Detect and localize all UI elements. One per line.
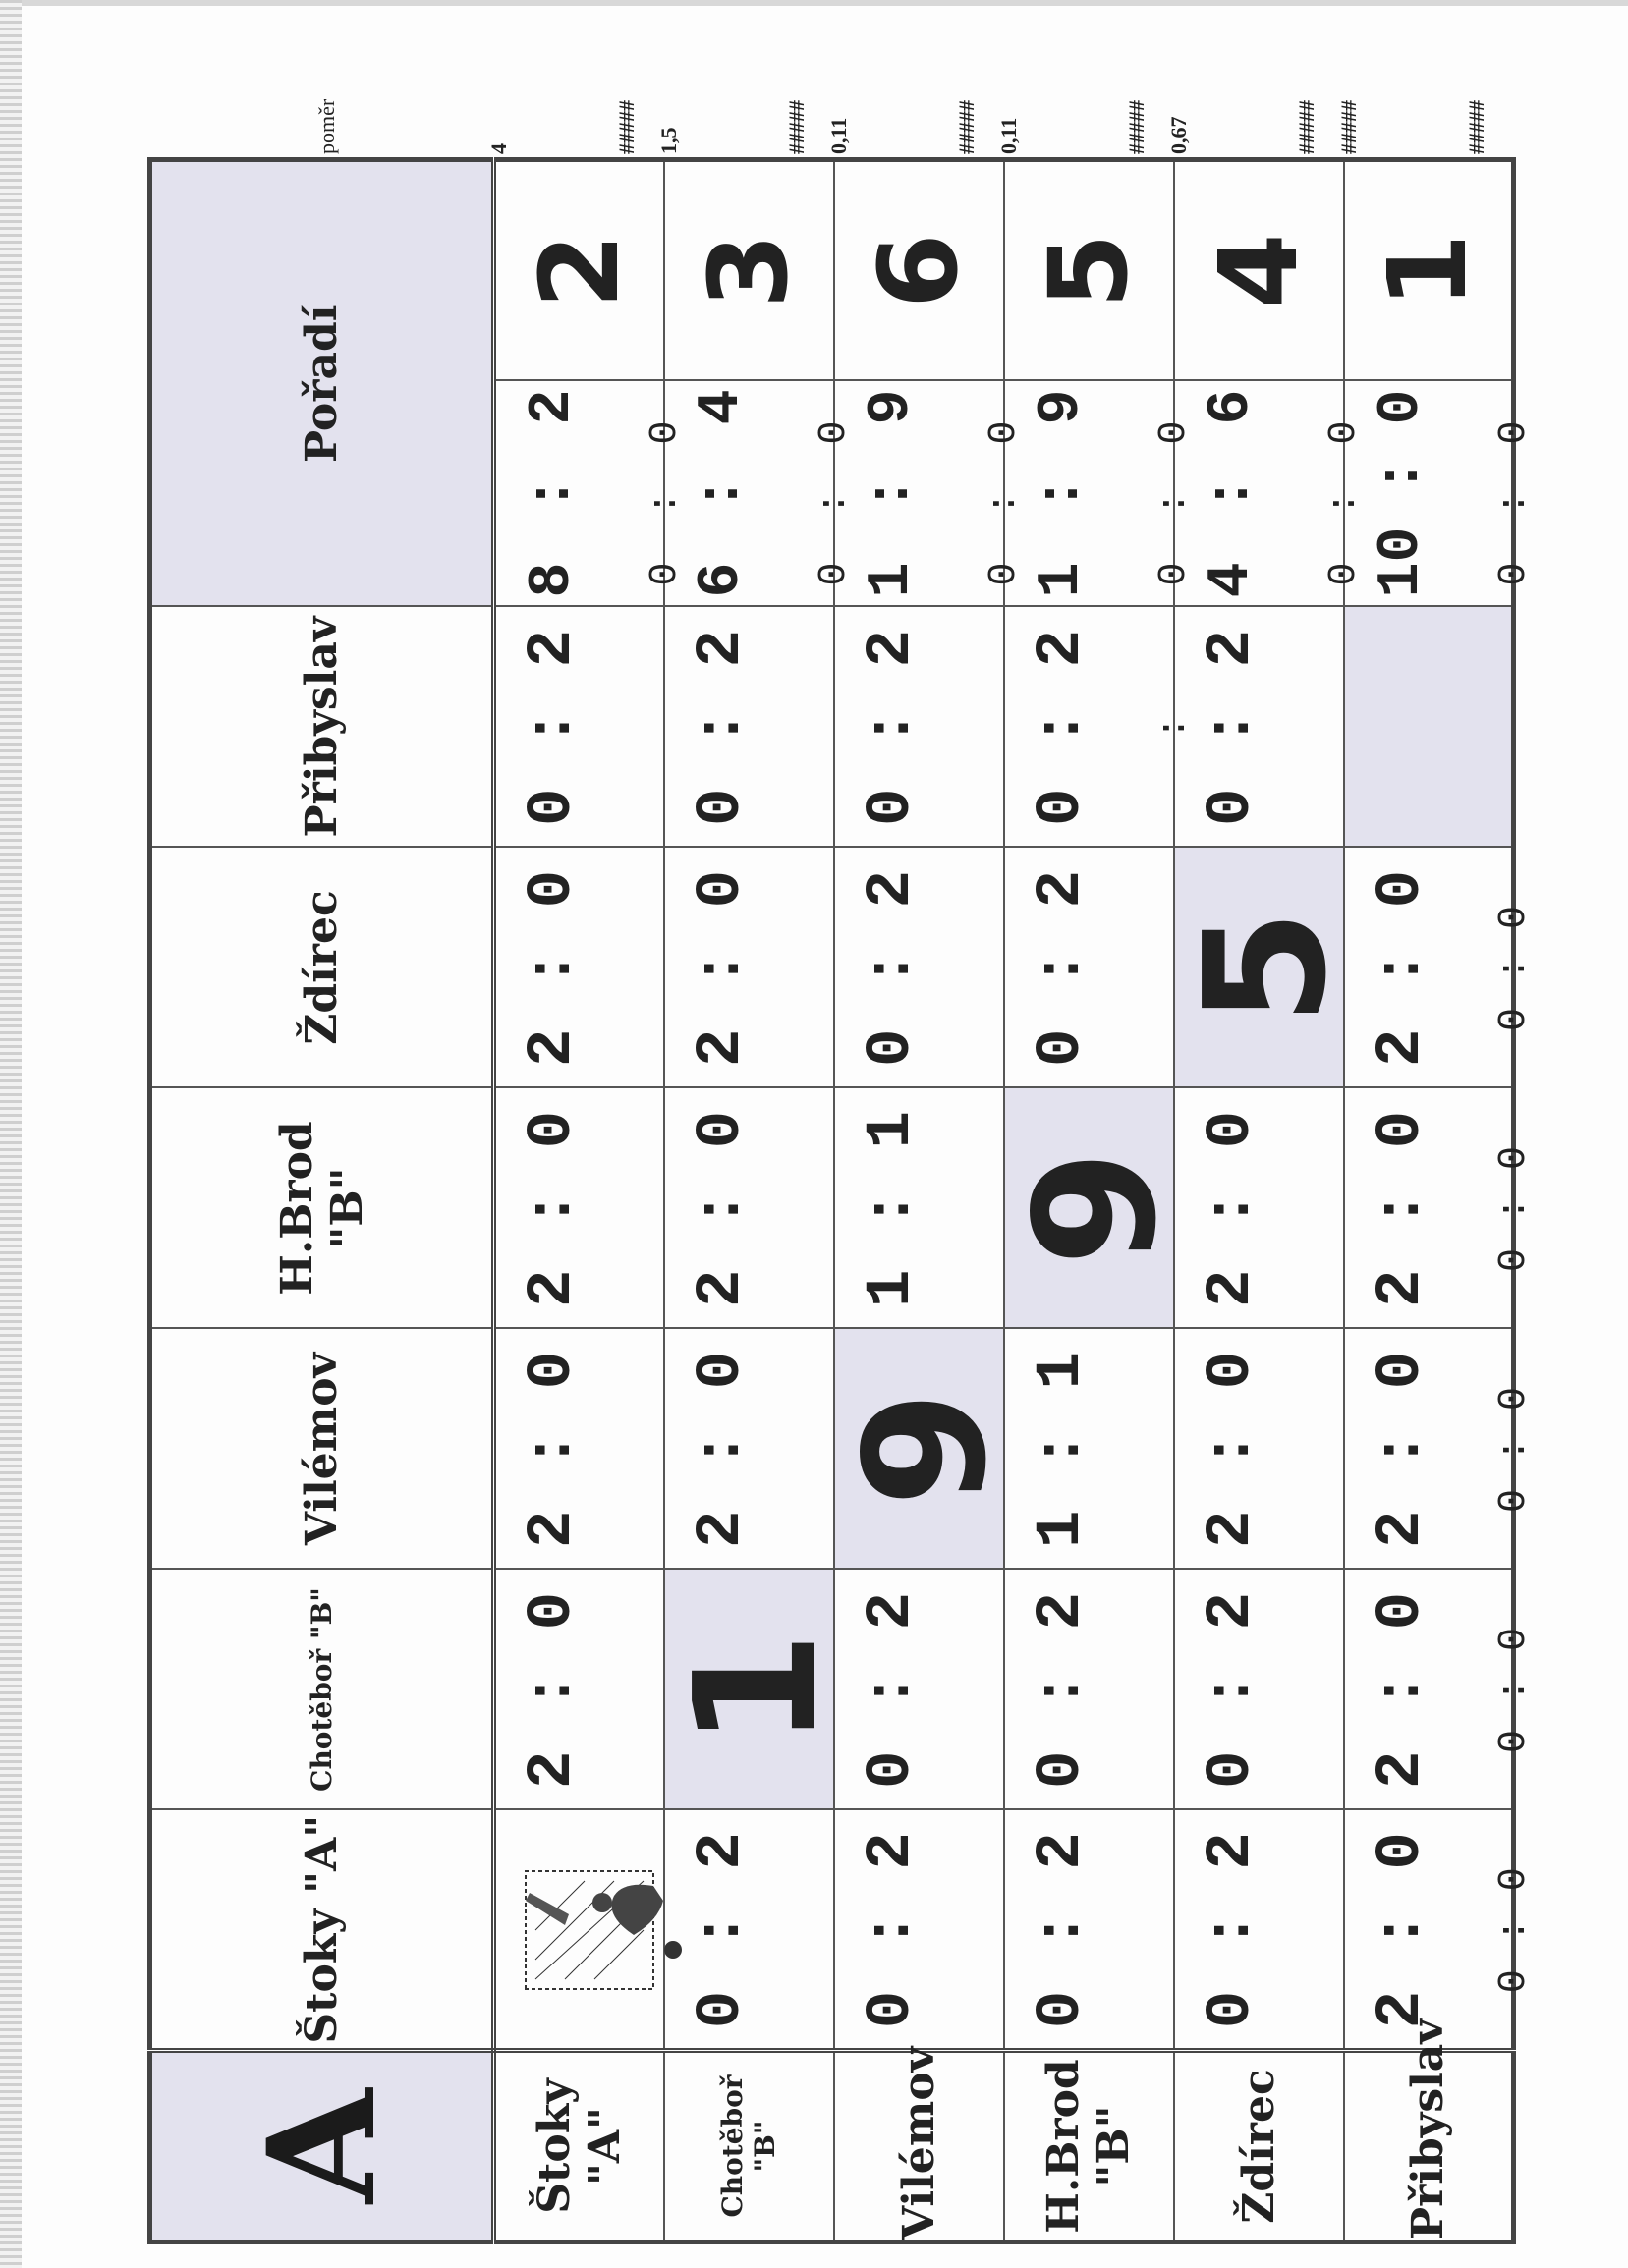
result-cell	[1344, 1810, 1537, 2051]
points-for: 8	[520, 562, 587, 598]
table-row	[1344, 160, 1514, 2242]
self-cell-number: 9	[828, 1390, 1024, 1508]
sets-record	[1492, 421, 1537, 586]
points-against: 6	[1198, 389, 1265, 425]
match-score: 0 : 2	[1196, 1589, 1267, 1790]
match-score: 2 : 0	[518, 1349, 589, 1549]
match-score: 0 : 2	[1026, 627, 1097, 827]
result-cell	[494, 1329, 664, 1570]
sets-for: 0	[982, 562, 1027, 586]
sets-against: 0	[1151, 420, 1197, 445]
result-cell	[1344, 848, 1537, 1088]
rank-cell: 5	[1004, 160, 1174, 381]
table-row	[1174, 160, 1344, 2242]
points-for: 1	[858, 562, 926, 598]
sets-for: 0	[1491, 562, 1537, 586]
result-cell	[834, 607, 1004, 848]
match-score: 0 : 2	[686, 627, 758, 827]
points-separator: :	[858, 475, 926, 512]
self-cell	[828, 1329, 1024, 1570]
result-cell	[664, 1088, 834, 1329]
match-score: 2 : 0	[1366, 1830, 1437, 2029]
sets-against: 0	[812, 420, 857, 445]
result-cell	[1004, 1810, 1174, 2051]
table-row	[664, 160, 834, 2242]
record-cell	[1004, 381, 1197, 607]
match-score: 2 : 0	[518, 867, 589, 1068]
result-cell	[664, 1810, 834, 2051]
rank-cell: 1	[1344, 160, 1514, 381]
set-score: 0 : 0	[1491, 1865, 1537, 1994]
column-header-team: H.Brod "B"	[150, 1088, 494, 1329]
result-cell	[1004, 848, 1174, 1088]
ratio-value: 1,5	[656, 127, 681, 154]
sets-against: 0	[1321, 420, 1367, 445]
set-score: 0 : 0	[1491, 1384, 1537, 1514]
result-cell	[834, 1810, 1004, 2051]
match-score: 0 : 2	[1026, 1589, 1097, 1790]
row-header-team: Přibyslav	[1344, 2051, 1514, 2242]
points-for: 4	[1198, 562, 1265, 598]
table-row	[494, 160, 664, 2242]
result-cell	[834, 1570, 1004, 1810]
result-cell	[664, 607, 834, 848]
sets-separator: :	[1321, 491, 1367, 516]
row-header-team: Štoky "A"	[494, 2051, 664, 2242]
sets-separator: :	[982, 491, 1027, 516]
sets-for: 0	[1151, 562, 1197, 586]
self-cell	[1168, 848, 1364, 1088]
points-record	[1199, 390, 1265, 598]
result-cell	[1004, 1570, 1174, 1810]
points-against: 0	[1368, 389, 1435, 425]
sets-against: 0	[644, 420, 688, 445]
result-cell	[834, 1088, 1004, 1329]
match-score: 0 : 2	[686, 1830, 758, 2029]
points-separator: :	[1368, 458, 1435, 494]
ratio-header: poměr	[314, 98, 339, 154]
sets-against: 0	[1491, 420, 1537, 445]
points-against: 4	[688, 389, 756, 425]
rank-cell: 2	[494, 160, 664, 381]
table-row	[1004, 160, 1174, 2242]
ratio-error: #####	[1124, 100, 1149, 154]
match-score: 2 : 0	[518, 1108, 589, 1308]
rank-cell: 6	[834, 160, 1004, 381]
ratio-column	[147, 0, 1513, 154]
rank-cell: 4	[1174, 160, 1344, 381]
ratio-error: #####	[1294, 100, 1319, 154]
points-for: 1	[1028, 562, 1095, 598]
match-score: 0 : 2	[1026, 867, 1097, 1068]
match-score: 1 : 1	[1026, 1349, 1097, 1549]
column-header-team: Vilémov	[150, 1329, 494, 1570]
self-cell-number: 1	[658, 1631, 854, 1748]
binder-edge	[0, 0, 22, 2268]
result-cell	[1344, 1329, 1537, 1570]
sets-for: 0	[812, 562, 857, 586]
result-cell	[664, 1329, 834, 1570]
ratio-error: #####	[1464, 100, 1488, 154]
rank-cell: 3	[664, 160, 834, 381]
points-separator: :	[1198, 475, 1265, 512]
match-score: 2 : 0	[1366, 1108, 1437, 1308]
match-score: 2 : 0	[1366, 867, 1437, 1068]
standings-sheet	[147, 98, 1537, 2244]
match-score: 2 : 0	[1196, 1108, 1267, 1308]
row-header-team: Vilémov	[834, 2051, 1004, 2242]
match-score: 2 : 0	[686, 1108, 758, 1308]
column-header-team: Ždírec	[150, 848, 494, 1088]
column-header-team: Chotěboř "B"	[150, 1570, 494, 1810]
result-cell	[1004, 1329, 1174, 1570]
ratio-value: 0,11	[826, 117, 851, 154]
set-score: 0 : 0	[1491, 1625, 1537, 1754]
self-cell	[658, 1570, 854, 1810]
match-score: 2 : 0	[1196, 1349, 1267, 1549]
points-separator: :	[1028, 475, 1095, 512]
result-cell	[664, 848, 834, 1088]
column-header-team: Štoky "A"	[150, 1810, 494, 2051]
match-score: 2 : 0	[518, 1589, 589, 1790]
result-cell	[834, 848, 1004, 1088]
record-cell	[664, 381, 857, 607]
sets-for: 0	[644, 562, 688, 586]
ratio-error: #####	[614, 100, 639, 154]
sets-separator: :	[1491, 491, 1537, 516]
match-score: 0 : 2	[1026, 1830, 1097, 2029]
match-score: 0 : 2	[1196, 1830, 1267, 2029]
ratio-error: #####	[954, 100, 979, 154]
points-for: 10	[1368, 526, 1435, 598]
match-score: 0 : 2	[518, 627, 589, 827]
sets-separator: :	[1151, 491, 1197, 516]
points-record	[689, 390, 756, 598]
match-score: 2 : 0	[686, 867, 758, 1068]
match-score: 0 : 2	[856, 1830, 927, 2029]
group-letter: A	[150, 2051, 494, 2242]
ratio-error: #####	[784, 100, 809, 154]
self-cell	[1344, 607, 1514, 848]
result-cell	[1174, 1570, 1344, 1810]
self-cell-number: 5	[1168, 909, 1364, 1026]
match-score: 2 : 0	[1366, 1349, 1437, 1549]
points-against: 9	[858, 389, 926, 425]
record-cell	[1174, 381, 1367, 607]
ratio-value: 4	[486, 143, 511, 154]
result-cell	[494, 848, 664, 1088]
ratio-value: #####	[1336, 100, 1361, 154]
sets-against: 0	[982, 420, 1027, 445]
sets-separator: :	[812, 491, 857, 516]
sets-separator: :	[644, 491, 688, 516]
result-cell	[1174, 1088, 1344, 1329]
set-score: 0 : 0	[1491, 903, 1537, 1032]
result-cell	[1174, 1329, 1344, 1570]
record-cell	[834, 381, 1027, 607]
self-cell-number: 9	[998, 1149, 1194, 1267]
match-score: 0 : 2	[856, 867, 927, 1068]
points-against: 2	[520, 389, 587, 425]
result-cell	[1004, 607, 1197, 848]
ratio-value: 0,11	[996, 117, 1021, 154]
points-separator: :	[520, 475, 587, 512]
record-cell	[494, 381, 688, 607]
points-for: 6	[688, 562, 756, 598]
row-header-team: Ždírec	[1174, 2051, 1344, 2242]
points-separator: :	[688, 475, 756, 512]
ratio-value: 0,67	[1166, 116, 1191, 154]
match-score: 2 : 0	[1366, 1589, 1437, 1790]
match-score: 0 : 2	[1196, 627, 1267, 827]
column-header-team: Přibyslav	[150, 607, 494, 848]
result-cell	[494, 1570, 664, 1810]
round-robin-table	[147, 157, 1537, 2244]
points-against: 9	[1028, 389, 1095, 425]
result-cell	[494, 1088, 664, 1329]
result-cell	[1344, 1088, 1537, 1329]
row-header-team: H.Brod "B"	[1004, 2051, 1174, 2242]
result-cell	[494, 607, 664, 848]
set-score: 0 : 0	[1491, 1143, 1537, 1273]
standings-header: Pořadí	[150, 160, 494, 607]
match-score: 0 : 2	[856, 627, 927, 827]
result-cell	[1174, 1810, 1344, 2051]
result-cell	[1174, 607, 1344, 848]
self-cell	[494, 1810, 664, 2051]
points-record	[1029, 390, 1095, 598]
points-record	[859, 390, 926, 598]
match-score: 0 : 2	[856, 1589, 927, 1790]
table-row	[834, 160, 1004, 2242]
points-record	[520, 390, 587, 598]
match-score: 1 : 1	[856, 1108, 927, 1308]
row-header-team: Chotěboř "B"	[664, 2051, 834, 2242]
set-score: :	[1151, 714, 1197, 741]
record-cell	[1344, 381, 1537, 607]
points-record	[1369, 390, 1435, 598]
sets-for: 0	[1321, 562, 1367, 586]
self-cell	[998, 1088, 1194, 1329]
result-cell	[1344, 1570, 1537, 1810]
match-score: 2 : 0	[686, 1349, 758, 1549]
